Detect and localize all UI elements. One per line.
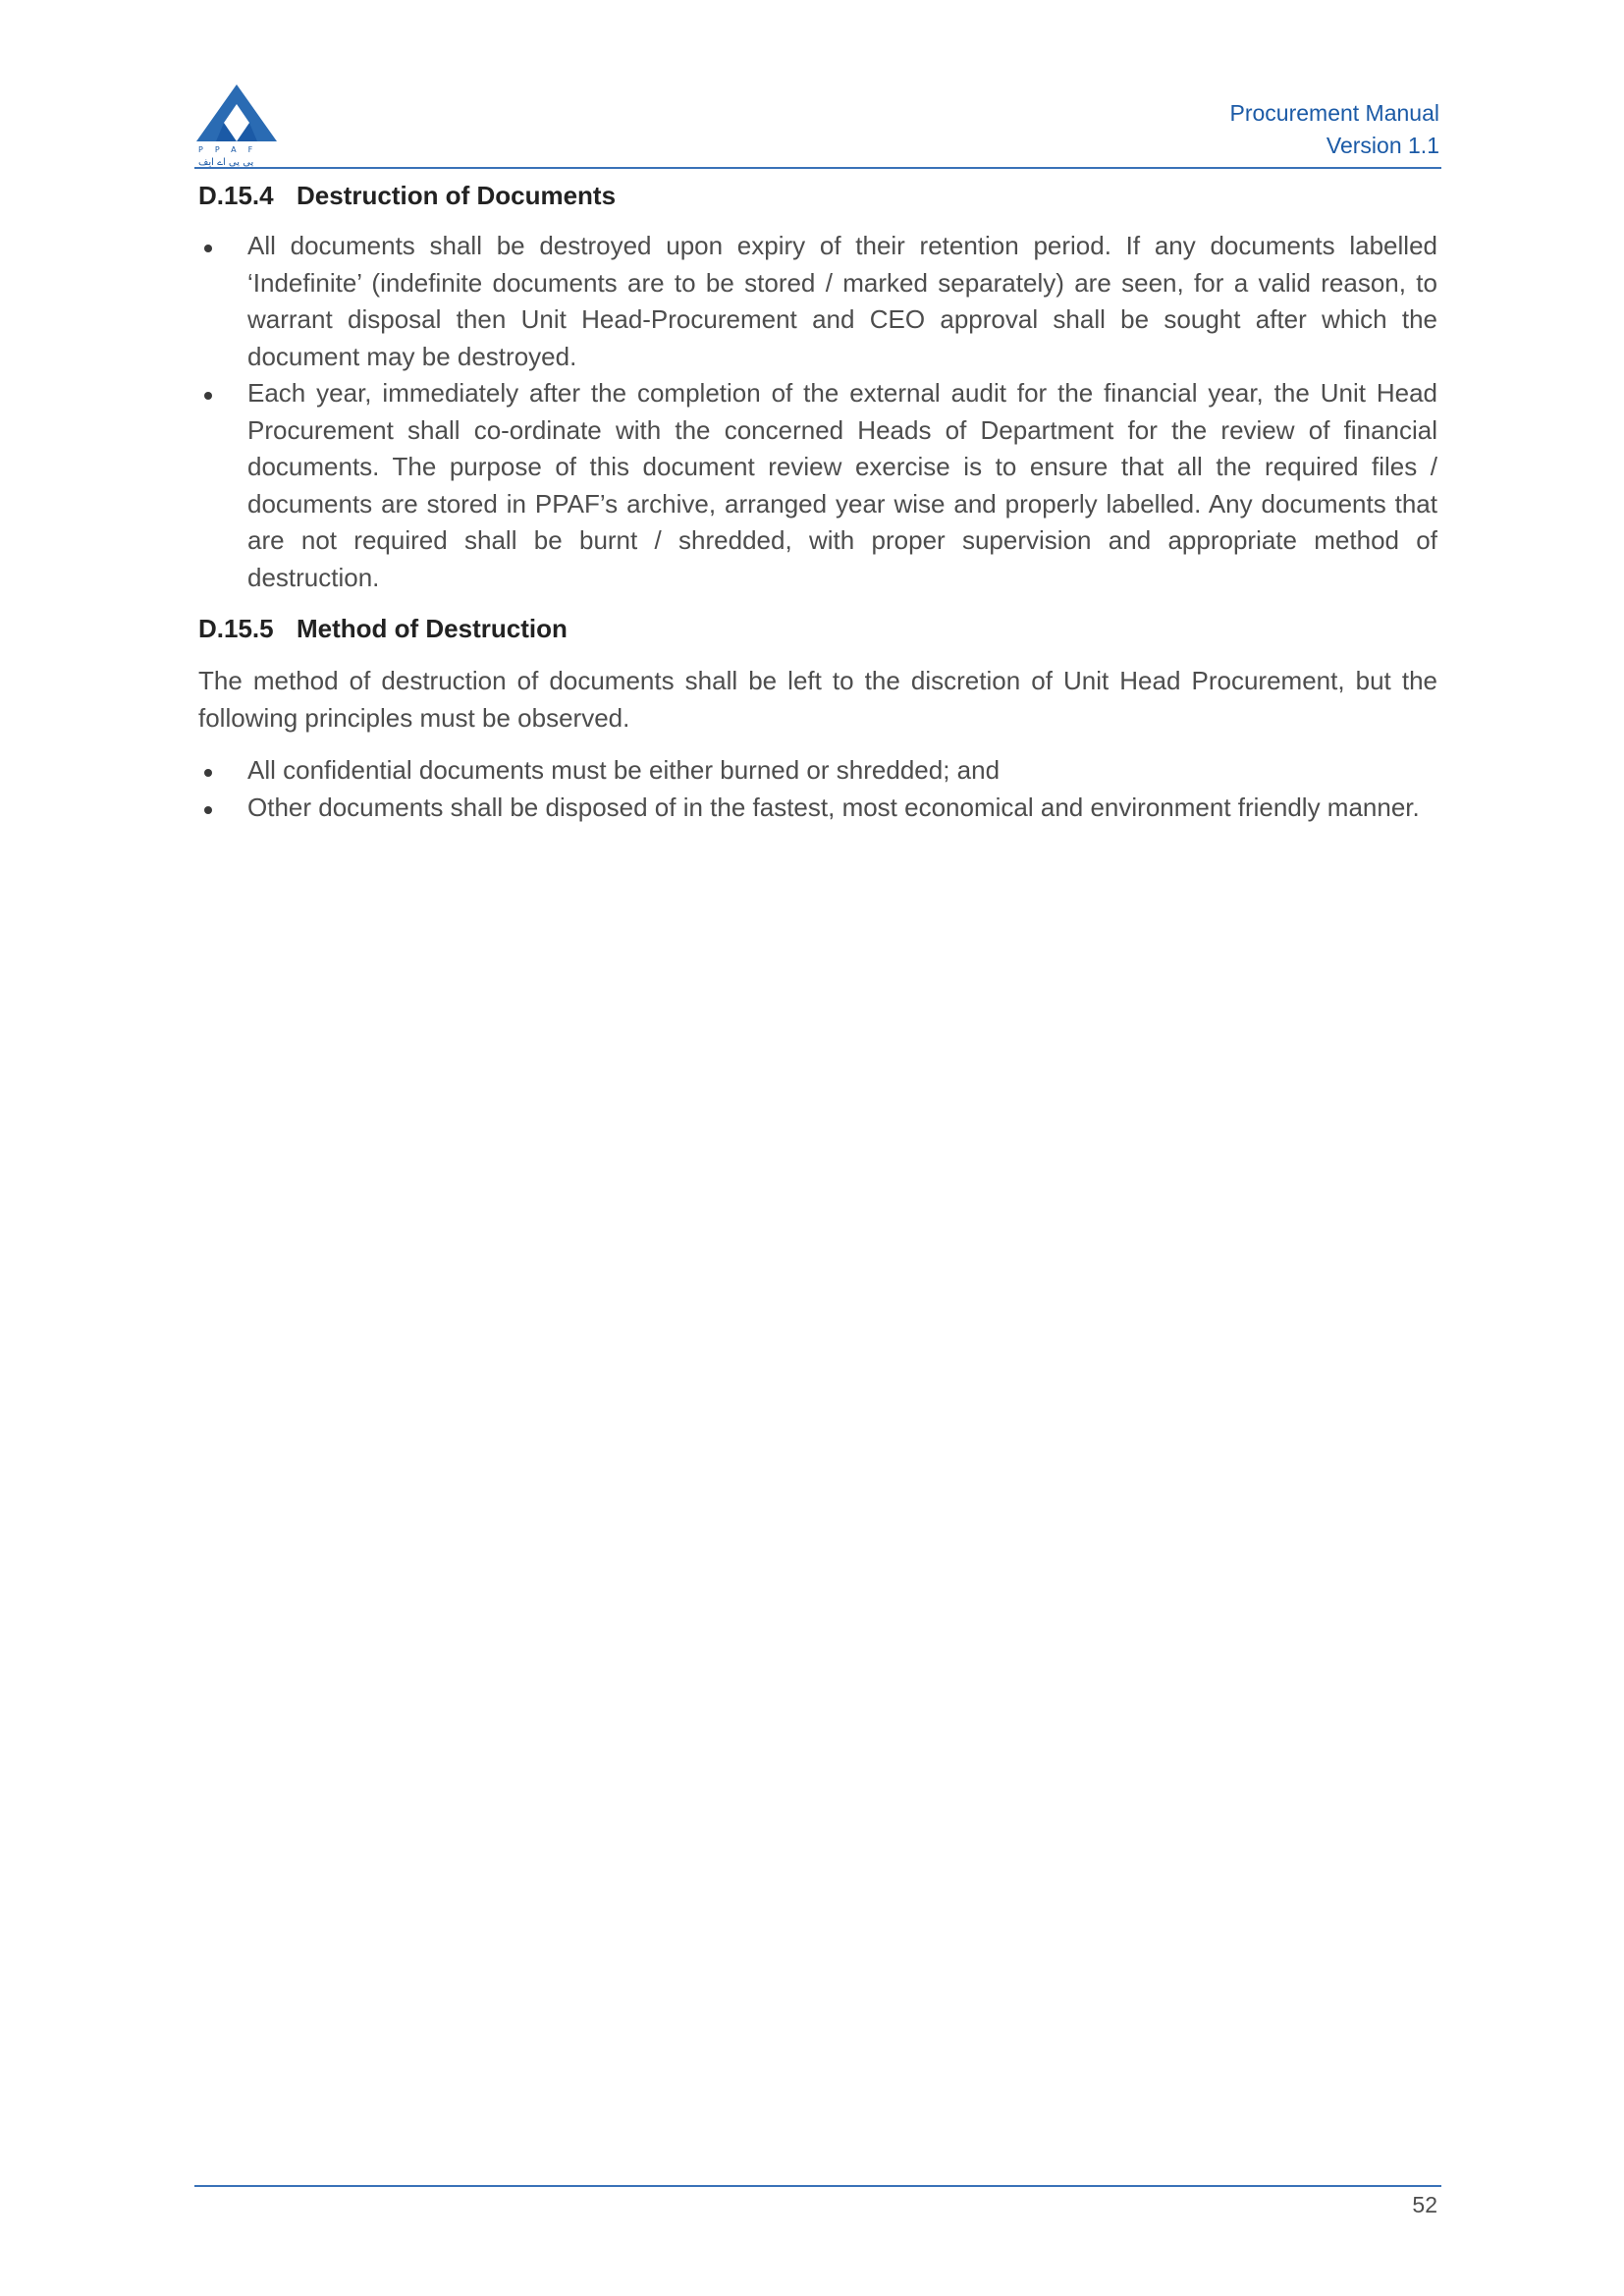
document-version: Version 1.1 [1326, 133, 1439, 158]
page-number: 52 [1412, 2192, 1437, 2217]
bullet-icon [204, 806, 212, 814]
bullet-icon [204, 392, 212, 400]
section-number: D.15.4 [198, 181, 274, 210]
list-item [198, 228, 1437, 375]
svg-text:پی پی اے ایف: پی پی اے ایف [198, 157, 254, 167]
section-title: Destruction of Documents [297, 181, 617, 210]
ppaf-logo [194, 82, 279, 167]
list-item [198, 790, 1437, 827]
document-title: Procurement Manual [1229, 100, 1439, 126]
bullet-list [198, 228, 1437, 596]
header-divider [194, 167, 1441, 169]
section-title: Method of Destruction [297, 614, 568, 643]
section-heading-d-15-4 [198, 177, 1437, 214]
svg-text:PPAF: PPAF [198, 145, 265, 154]
list-item-text: All confidential documents must be either burned or shredded; and [247, 755, 1001, 785]
header-title-block [1230, 97, 1440, 162]
list-item-text: Other documents shall be disposed of in the fastest, most economical and environment friendly manner. [247, 792, 1420, 822]
section-heading-d-15-5 [198, 610, 1437, 647]
bullet-icon [204, 769, 212, 777]
footer-divider [194, 2185, 1441, 2187]
section-number: D.15.5 [198, 614, 274, 643]
list-item-text: Each year, immediately after the completion of the external audit for the financial year, the Unit Head Procurement shall co-ordinate with the concerned Heads of Department for the review of financial documents. The purpose of this document review exercise is to ensure that all the required files / documents are stored in PPAF’s archive, arranged year wise and properly labelled. Any documents that are not required shall be burnt / shredded, with proper supervision and appropriate method of destruction. [247, 378, 1437, 592]
list-item [198, 375, 1437, 596]
bullet-icon [204, 245, 212, 252]
section-intro-paragraph: The method of destruction of documents shall be left to the discretion of Unit Head Procurement, but the following principles must be observed. [198, 666, 1437, 733]
list-item [198, 752, 1437, 790]
bullet-list [198, 752, 1437, 826]
list-item-text: All documents shall be destroyed upon expiry of their retention period. If any documents labelled ‘Indefinite’ (indefinite documents are to be stored / marked separately) are seen, for a valid reason, to warrant disposal then Unit Head-Procurement and CEO approval shall be sought after which the document may be destroyed. [247, 231, 1437, 371]
page-header [194, 79, 1441, 169]
page-content [198, 177, 1437, 826]
